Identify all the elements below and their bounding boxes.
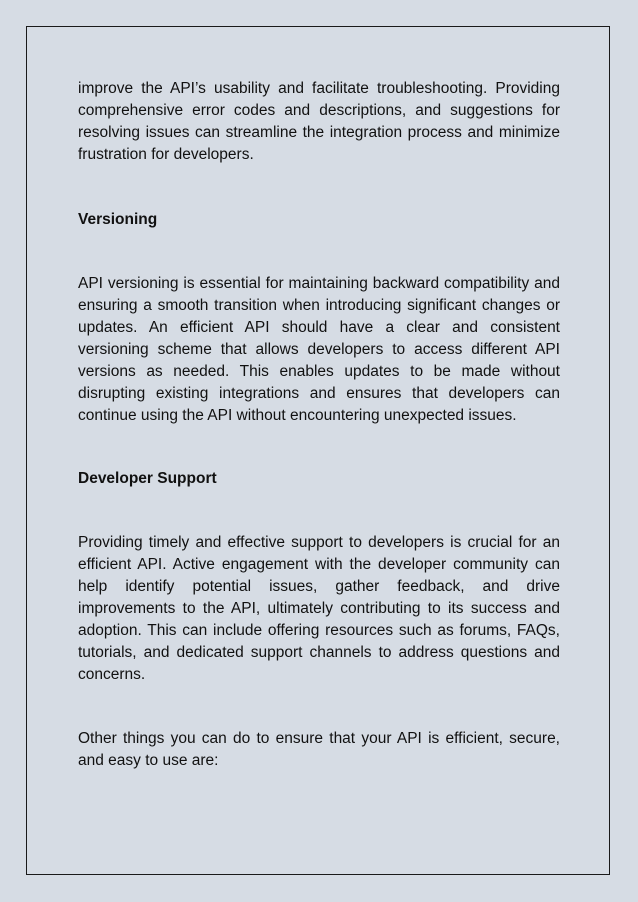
document-content xyxy=(78,78,560,772)
section-body-developer-support: Providing timely and effective support to developers is crucial for an efficient API. Active engagement with the developer community can help identify potential issues, gather feedback, and drive improvements to the API, ultimately contributing to its success and adoption. This can include offering resources such as forums, FAQs, tutorials, and dedicated support channels to address questions and concerns. xyxy=(78,534,560,683)
section-heading-versioning: Versioning xyxy=(78,211,158,228)
section-heading-developer-support: Developer Support xyxy=(78,470,217,487)
section-body-versioning: API versioning is essential for maintaining backward compatibility and ensuring a smooth transition when introducing significant changes or updates. An efficient API should have a clear and consistent versioning scheme that allows developers to access different API versions as needed. This enables updates to be made without disrupting existing integrations and ensures that developers can continue using the API without encountering unexpected issues. xyxy=(78,275,560,424)
closing-paragraph: Other things you can do to ensure that your API is efficient, secure, and easy to use are: xyxy=(78,730,560,769)
intro-paragraph: improve the API’s usability and facilitate troubleshooting. Providing comprehensive error codes and descriptions, and suggestions for resolving issues can streamline the integration process and minimize frustration for developers. xyxy=(78,80,560,163)
